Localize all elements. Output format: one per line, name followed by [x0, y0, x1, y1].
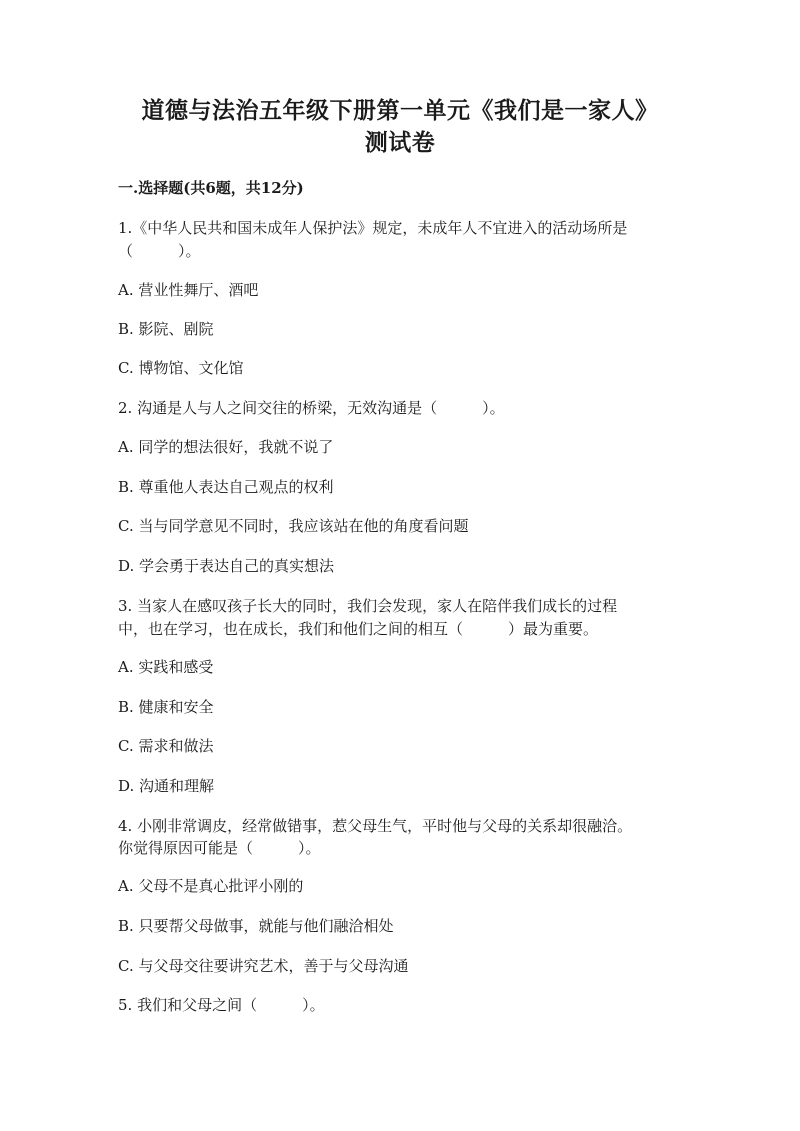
question-2-option-d: D. 学会勇于表达自己的真实想法: [118, 557, 335, 575]
question-3-option-d: D. 沟通和理解: [118, 777, 215, 795]
question-2-stem-line-1: 2. 沟通是人与人之间交往的桥梁，无效沟通是（ ）。: [118, 399, 505, 417]
question-3-stem-line-2: 中，也在学习，也在成长，我们和他们之间的相互（ ）最为重要。: [118, 620, 599, 638]
exam-title-line-1: 道德与法治五年级下册第一单元《我们是一家人》: [141, 97, 659, 124]
question-3-option-a: A. 实践和感受: [118, 658, 214, 676]
question-2-option-a: A. 同学的想法很好，我就不说了: [118, 438, 334, 456]
question-4-stem-line-2: 你觉得原因可能是（ ）。: [118, 839, 321, 857]
question-1-option-c: C. 博物馆、文化馆: [118, 359, 244, 377]
question-3-stem-line-1: 3. 当家人在感叹孩子长大的同时，我们会发现，家人在陪伴我们成长的过程: [118, 597, 618, 615]
question-1-stem-line-1: 1.《中华人民共和国未成年人保护法》规定，未成年人不宜进入的活动场所是: [118, 219, 628, 237]
question-5-stem-line-1: 5. 我们和父母之间（ ）。: [118, 996, 325, 1014]
question-4-option-c: C. 与父母交往要讲究艺术，善于与父母沟通: [118, 957, 409, 975]
question-1-option-b: B. 影院、剧院: [118, 320, 214, 338]
exam-title-line-2: 测试卷: [364, 129, 436, 156]
question-4-stem-line-1: 4. 小刚非常调皮，经常做错事，惹父母生气，平时他与父母的关系却很融洽。: [118, 817, 633, 835]
section-heading: 一.选择题(共6题，共12分): [118, 179, 304, 197]
question-2-option-c: C. 当与同学意见不同时，我应该站在他的角度看问题: [118, 517, 469, 535]
question-1-option-a: A. 营业性舞厅、酒吧: [118, 281, 259, 299]
question-1-stem-line-2: （ ）。: [118, 242, 201, 260]
question-4-option-a: A. 父母不是真心批评小刚的: [118, 877, 304, 895]
question-2-option-b: B. 尊重他人表达自己观点的权利: [118, 478, 334, 496]
question-3-option-c: C. 需求和做法: [118, 737, 214, 755]
question-3-option-b: B. 健康和安全: [118, 698, 214, 716]
question-4-option-b: B. 只要帮父母做事，就能与他们融洽相处: [118, 917, 394, 935]
